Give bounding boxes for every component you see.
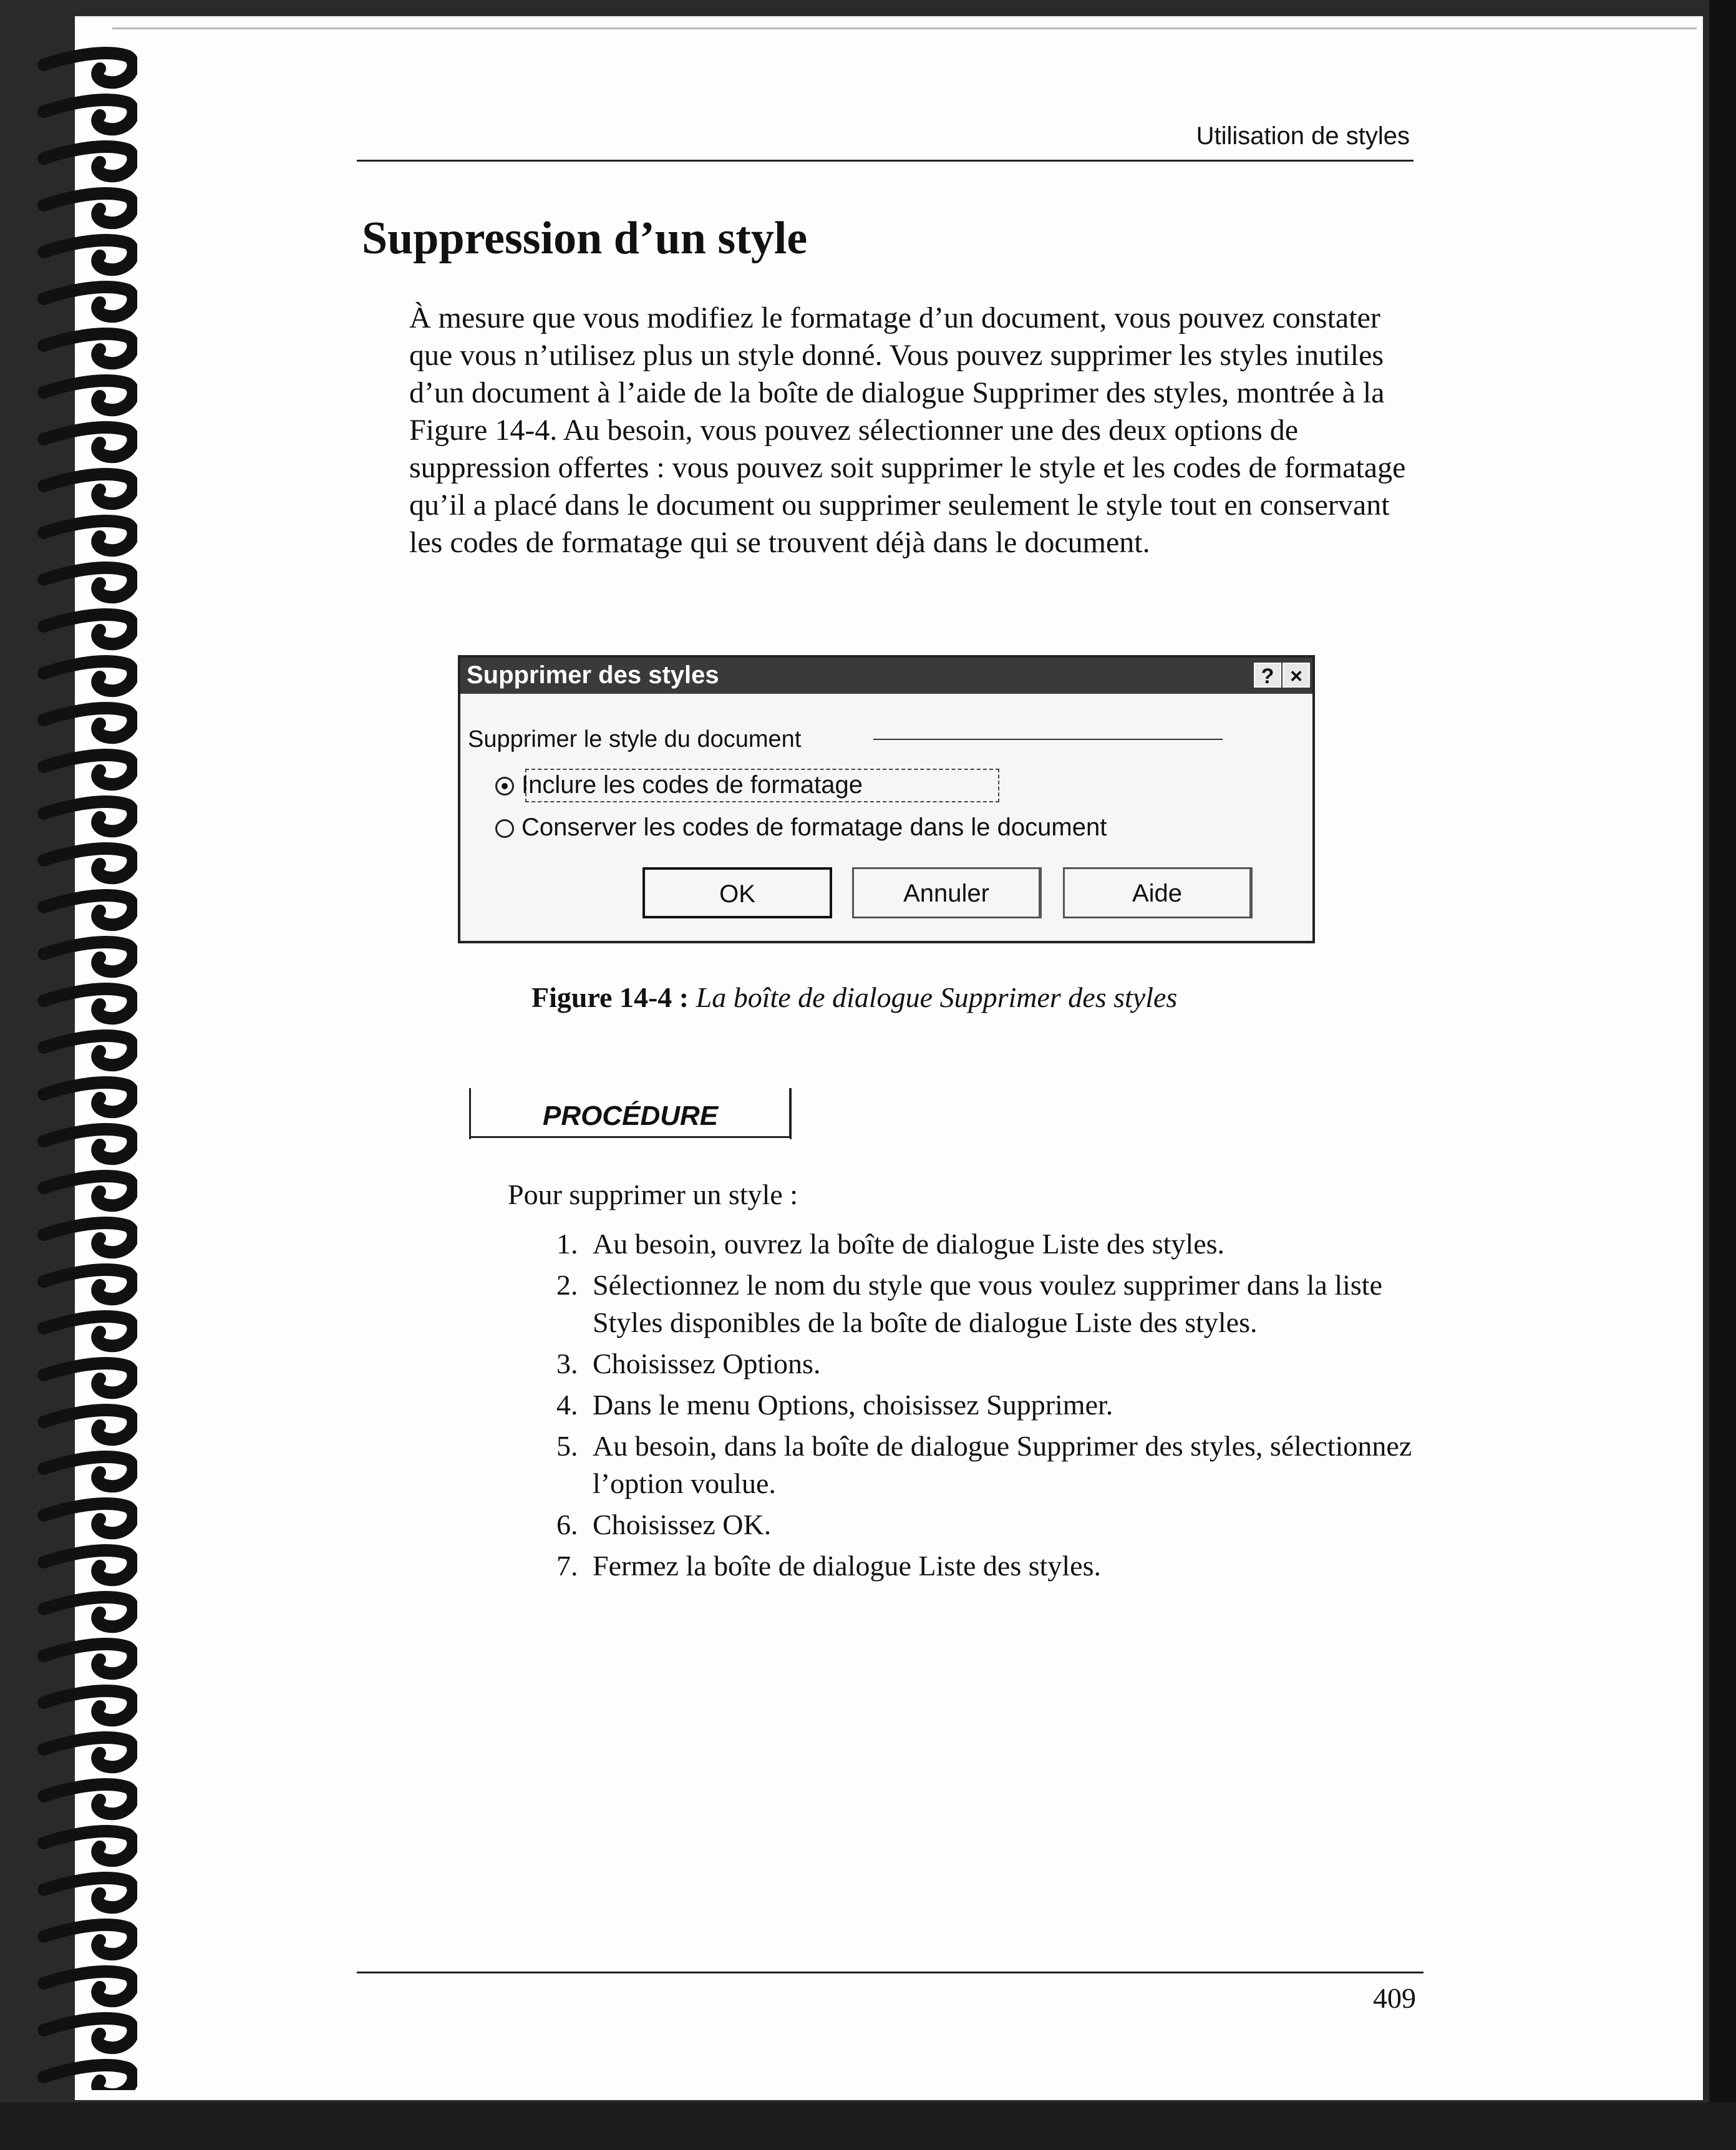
spiral-coil [44,1784,133,1814]
spiral-coil [44,708,133,737]
spiral-coil [44,381,133,410]
page-top-edge [112,27,1697,29]
section-title: Suppression d’un style [362,213,808,264]
procedure-heading: PROCÉDURE [536,1101,724,1132]
spiral-coil [44,1363,133,1393]
close-icon[interactable]: × [1283,663,1310,688]
procedure-box-right [790,1088,792,1139]
step-number: 3. [556,1348,578,1379]
spiral-coil [44,1691,133,1720]
step-number: 2. [556,1269,578,1301]
step-number: 6. [556,1509,578,1540]
dialog-title: Supprimer des styles [467,661,719,689]
spiral-coil [44,240,133,270]
step-item [556,1345,1417,1383]
spiral-coil [44,193,133,223]
spiral-coil [44,802,133,831]
spiral-coil [44,1270,133,1299]
step-item [556,1267,1417,1341]
help-button[interactable]: Aide [1063,867,1253,918]
procedure-steps [556,1225,1417,1588]
spiral-coil [44,1223,133,1252]
scan-edge-bottom [0,2103,1736,2150]
step-item [556,1506,1417,1544]
spiral-coil [44,755,133,784]
footer-rule [357,1972,1423,1973]
spiral-coil [44,895,133,925]
step-item [556,1225,1417,1263]
spiral-coil [44,942,133,971]
spiral-coil [44,1316,133,1346]
spiral-binding [0,31,137,2090]
spiral-coil [44,1410,133,1439]
help-icon[interactable]: ? [1254,663,1281,688]
ok-button[interactable]: OK [643,867,832,918]
radio-checked-icon[interactable] [495,777,514,795]
spiral-coil [44,1644,133,1673]
delete-styles-dialog [458,655,1315,943]
cancel-button[interactable]: Annuler [852,867,1042,918]
step-text: Choisissez OK. [593,1509,772,1540]
step-text: Au besoin, ouvrez la boîte de dialogue Liste des styles. [593,1228,1225,1260]
radio-unchecked-icon[interactable] [495,819,514,838]
spiral-coil [44,1831,133,1861]
step-number: 7. [556,1550,578,1582]
spiral-coil [44,521,133,550]
step-item [556,1547,1417,1585]
step-item [556,1428,1417,1502]
spiral-coil [44,1176,133,1205]
spiral-coil [44,53,133,82]
step-text: Sélectionnez le nom du style que vous voulez supprimer dans la liste Styles disponibles de la boîte de dialogue Liste des styles. [593,1269,1382,1338]
dialog-titlebar [460,658,1312,694]
group-label: Supprimer le style du document [468,726,802,752]
spiral-coil [44,1878,133,1907]
step-number: 4. [556,1389,578,1421]
spiral-coil [44,1129,133,1159]
spiral-coil [44,615,133,644]
spiral-coil [44,1036,133,1065]
running-header: Utilisation de styles [1196,122,1410,150]
option-include-codes-label: Inclure les codes de formatage [521,771,863,799]
spiral-coil [44,568,133,597]
spiral-coil [44,1504,133,1533]
spiral-coil [44,1972,133,2001]
step-number: 1. [556,1228,578,1260]
spiral-coil [44,1738,133,1767]
procedure-intro: Pour supprimer un style : [508,1179,798,1210]
spiral-coil [44,1457,133,1486]
step-text: Fermez la boîte de dialogue Liste des styles. [593,1550,1101,1582]
spiral-coil [44,1925,133,1954]
step-text: Au besoin, dans la boîte de dialogue Supprimer des styles, sélectionnez l’option voulue. [593,1430,1412,1499]
step-text: Dans le menu Options, choisissez Supprimer. [593,1389,1113,1421]
spiral-coil [44,989,133,1018]
spiral-coil [44,147,133,176]
header-rule [357,160,1414,162]
step-item [556,1386,1417,1424]
step-text: Choisissez Options. [593,1348,821,1379]
scan-edge-right [1709,0,1736,2150]
spiral-coil [44,2065,133,2090]
figure-caption-text: La boîte de dialogue Supprimer des styles [696,981,1178,1013]
option-keep-codes[interactable] [495,814,1107,842]
spiral-coil [44,1082,133,1112]
figure-caption [531,981,1177,1014]
intro-paragraph: À mesure que vous modifiez le formatage d’un document, vous pouvez constater que vous n’utilisez plus un style donné. Vous pouvez supprimer les styles inutiles d’un document à l’aide de la boîte de dialogue Supprimer des styles, montrée à la Figure 14-4. Au besoin, vous pouvez sélectionner une des deux options de suppression offertes : vous pouvez soit supprimer le style et les codes de formatage qu’il a placé dans le document ou supprimer seulement le style tout en conservant les codes de formatage qui se trouvent déjà dans le document. [409,301,1406,559]
spiral-coil [44,474,133,503]
procedure-box-left [469,1088,471,1139]
spiral-coil [44,100,133,129]
spiral-coil [44,1550,133,1580]
spiral-coil [44,287,133,316]
step-number: 5. [556,1430,578,1462]
spiral-coil [44,334,133,363]
spiral-coil [44,661,133,691]
spiral-coil [44,1597,133,1627]
group-divider [873,739,1223,740]
option-include-codes[interactable] [495,771,863,799]
page-number: 409 [1373,1982,1416,2014]
figure-label: Figure 14-4 : [531,981,689,1013]
option-keep-codes-label: Conserver les codes de formatage dans le document [521,814,1107,841]
spiral-coil [44,2018,133,2048]
spiral-coil [44,427,133,457]
spiral-coil [44,849,133,878]
